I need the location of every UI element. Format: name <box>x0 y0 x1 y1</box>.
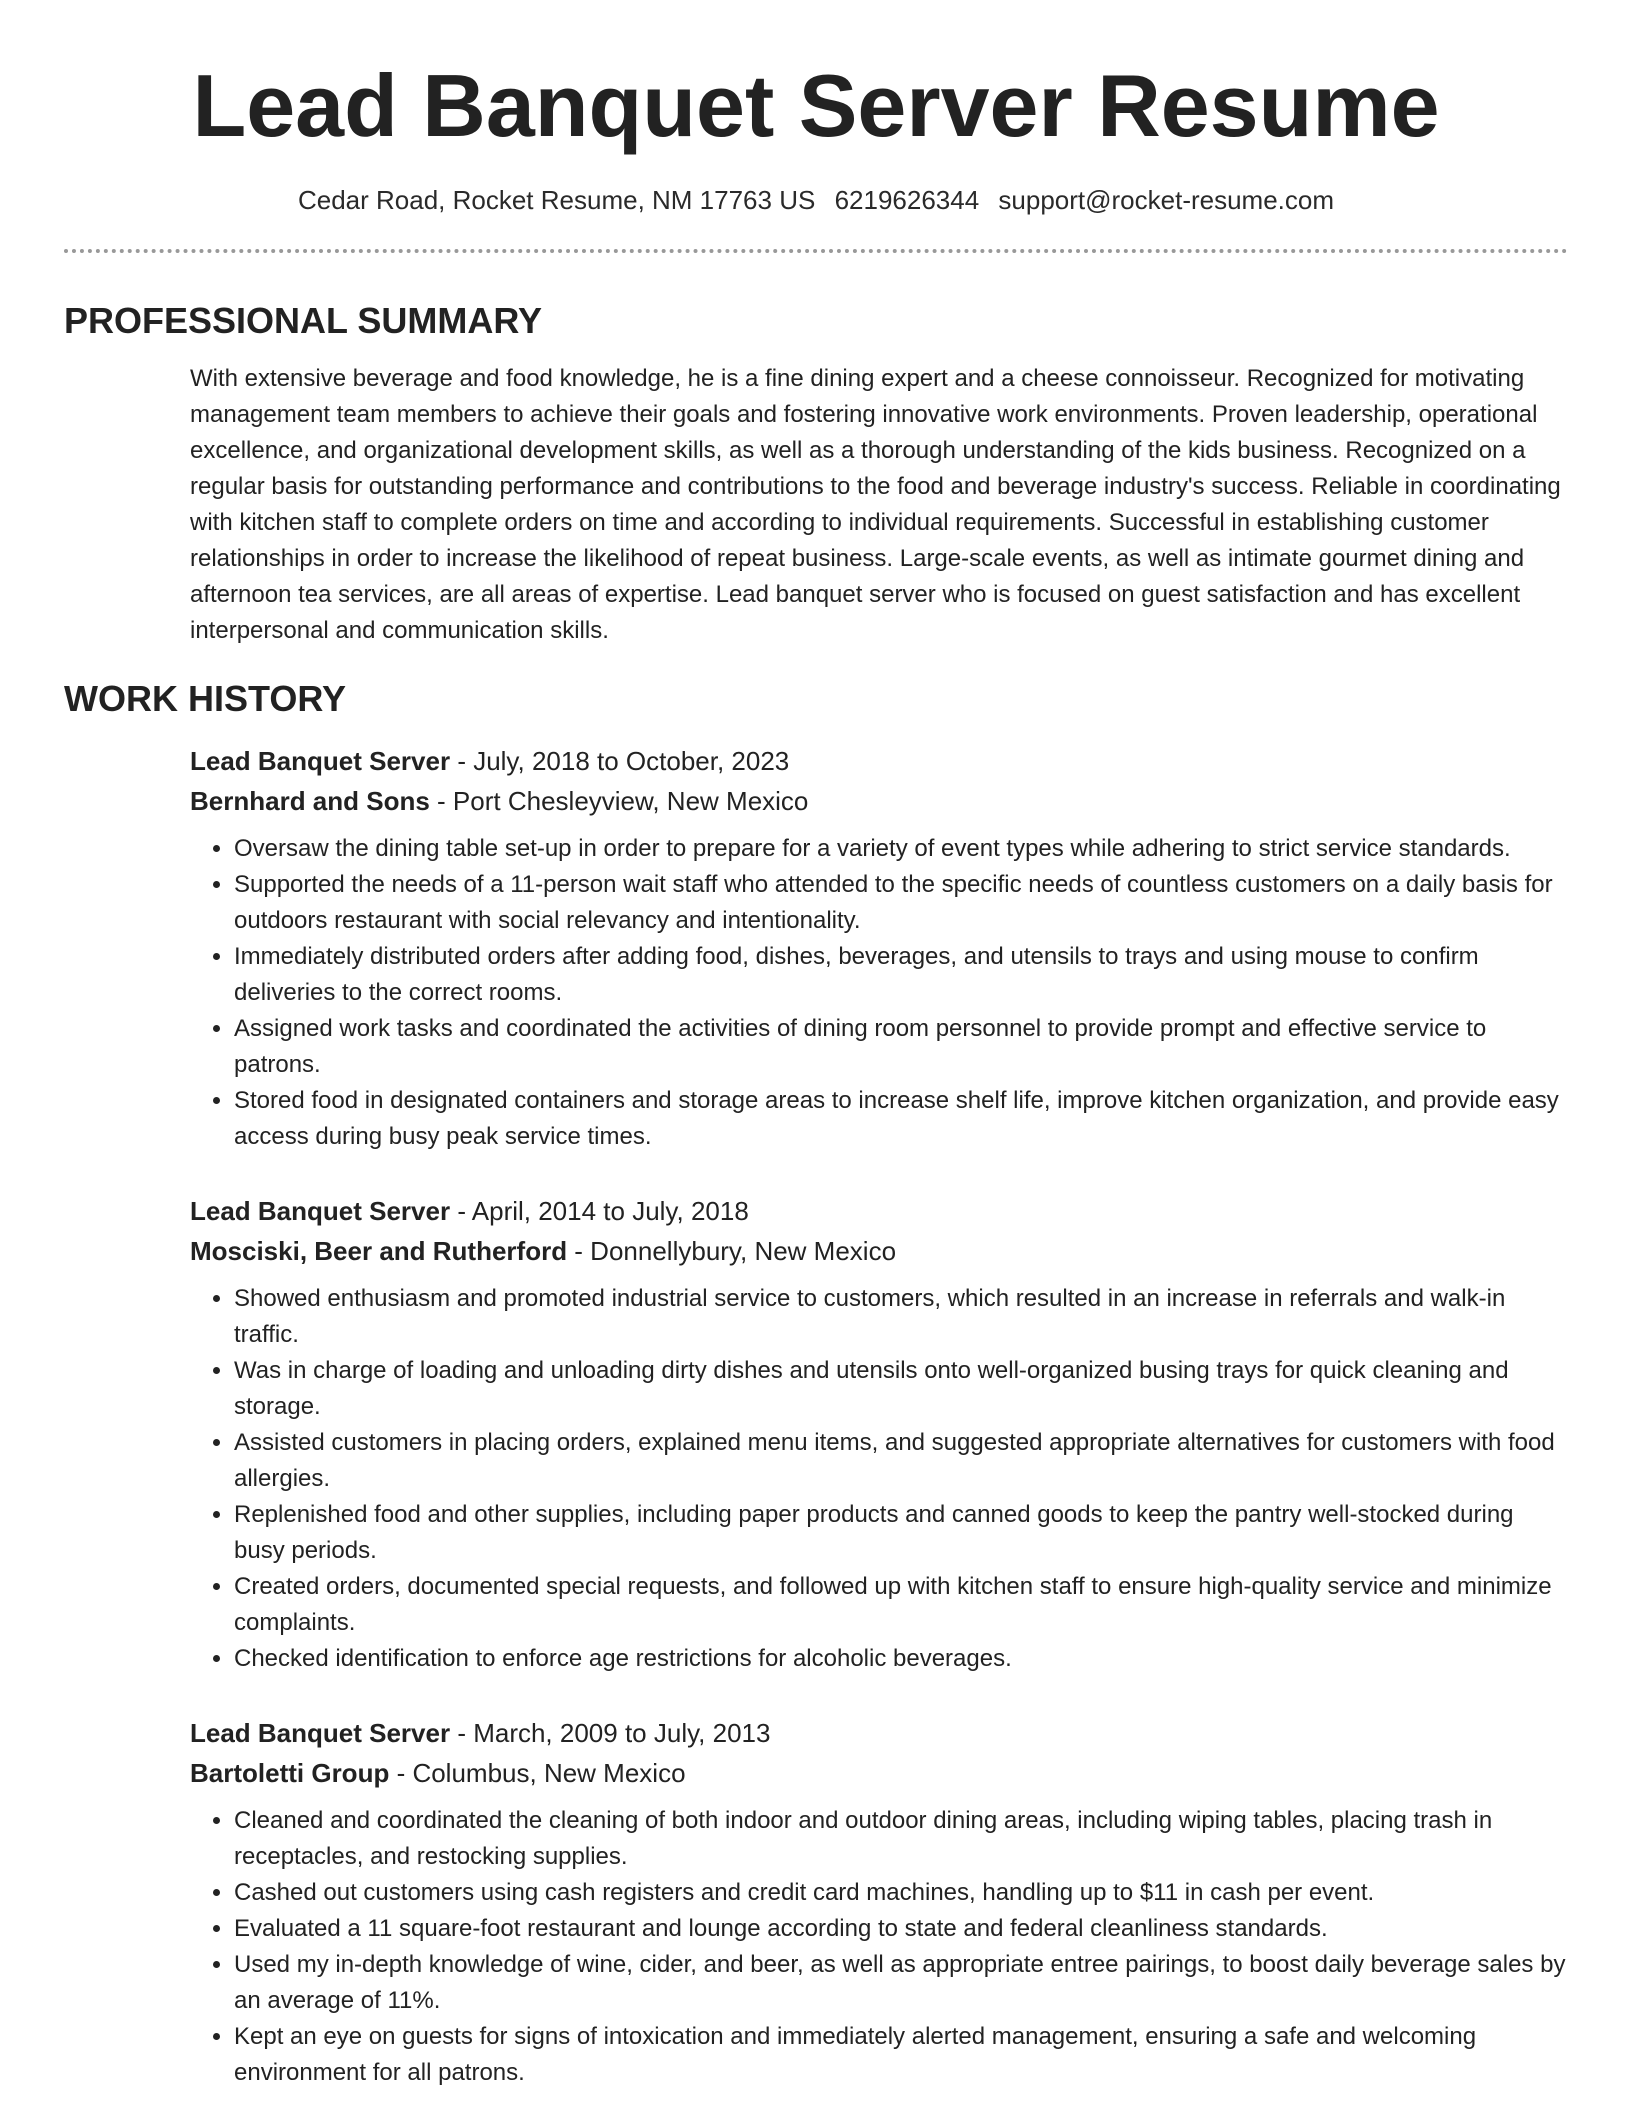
job-dates: - July, 2018 to October, 2023 <box>450 746 790 776</box>
job-title-line <box>190 1713 1568 1753</box>
job-dates: - March, 2009 to July, 2013 <box>450 1718 771 1748</box>
job-entry <box>190 741 1568 1155</box>
job-entry <box>190 1191 1568 1677</box>
job-company: Bartoletti Group <box>190 1758 390 1788</box>
summary-section <box>64 361 1568 649</box>
duty-list <box>190 1803 1568 2091</box>
contact-email: support@rocket-resume.com <box>998 185 1335 215</box>
duty-item: • Cleaned and coordinated the cleaning of both indoor and outdoor dining areas, including wiping tables, placing trash in receptacles, and restocking supplies. <box>234 1803 1568 1875</box>
duty-item: • Replenished food and other supplies, including paper products and canned goods to keep the pantry well-stocked during busy periods. <box>234 1497 1568 1569</box>
job-title-line <box>190 741 1568 781</box>
summary-heading: PROFESSIONAL SUMMARY <box>64 300 543 341</box>
contact-address: Cedar Road, Rocket Resume, NM 17763 US <box>297 185 816 215</box>
duty-item: • Was in charge of loading and unloading dirty dishes and utensils onto well-organized busing trays for quick cleaning and storage. <box>234 1353 1568 1425</box>
summary-text: With extensive beverage and food knowledge, he is a fine dining expert and a cheese connoisseur. Recognized for motivating management team members to achieve their goals and fostering innovative work environments. Proven leadership, operational excellence, and organizational development skills, as well as a thorough understanding of the kids business. Recognized on a regular basis for outstanding performance and contributions to the food and beverage industry's success. Reliable in coordinating with kitchen staff to complete orders on time and according to individual requirements. Successful in establishing customer relationships in order to increase the likelihood of repeat business. Large-scale events, as well as intimate gourmet dining and afternoon tea services, are all areas of expertise. Lead banquet server who is focused on guest satisfaction and has excellent interpersonal and communication skills. <box>190 365 1561 644</box>
duty-item: • Showed enthusiasm and promoted industrial service to customers, which resulted in an increase in referrals and walk-in traffic. <box>234 1281 1568 1353</box>
duty-item: • Oversaw the dining table set-up in order to prepare for a variety of event types while adhering to strict service standards. <box>234 831 1568 867</box>
duty-item: • Stored food in designated containers and storage areas to increase shelf life, improve kitchen organization, and provide easy access during busy peak service times. <box>234 1083 1568 1155</box>
duty-list <box>190 1281 1568 1677</box>
duty-item: • Checked identification to enforce age restrictions for alcoholic beverages. <box>234 1641 1568 1677</box>
work-history-section <box>64 741 1568 2091</box>
job-entry <box>190 1713 1568 2091</box>
job-company-line <box>190 781 1568 821</box>
duty-item: • Assigned work tasks and coordinated the activities of dining room personnel to provide prompt and effective service to patrons. <box>234 1011 1568 1083</box>
duty-item: • Used my in-depth knowledge of wine, cider, and beer, as well as appropriate entree pairings, to boost daily beverage sales by an average of 11%. <box>234 1947 1568 2019</box>
job-location: - Port Chesleyview, New Mexico <box>429 786 809 816</box>
job-dates: - April, 2014 to July, 2018 <box>450 1196 749 1226</box>
duty-item: • Cashed out customers using cash registers and credit card machines, handling up to $11 in cash per event. <box>234 1875 1568 1911</box>
duty-item: • Kept an eye on guests for signs of intoxication and immediately alerted management, ensuring a safe and welcoming environment for all patrons. <box>234 2019 1568 2091</box>
duty-item: • Assisted customers in placing orders, explained menu items, and suggested appropriate alternatives for customers with food allergies. <box>234 1425 1568 1497</box>
job-title: Lead Banquet Server <box>190 1196 451 1226</box>
duty-item: • Supported the needs of a 11-person wait staff who attended to the specific needs of countless customers on a daily basis for outdoors restaurant with social relevancy and intentionality. <box>234 867 1568 939</box>
duty-item: • Evaluated a 11 square-foot restaurant and lounge according to state and federal cleanliness standards. <box>234 1911 1568 1947</box>
work-history-heading: WORK HISTORY <box>64 678 347 719</box>
resume-title: Lead Banquet Server Resume <box>192 56 1440 155</box>
contact-line <box>64 184 1568 216</box>
duty-list <box>190 831 1568 1155</box>
job-title: Lead Banquet Server <box>190 1718 451 1748</box>
job-company: Bernhard and Sons <box>190 786 430 816</box>
job-location: - Donnellybury, New Mexico <box>567 1236 897 1266</box>
job-company: Mosciski, Beer and Rutherford <box>190 1236 568 1266</box>
duty-item: • Created orders, documented special requests, and followed up with kitchen staff to ensure high-quality service and minimize complaints. <box>234 1569 1568 1641</box>
job-location: - Columbus, New Mexico <box>389 1758 686 1788</box>
resume-header <box>64 0 1568 216</box>
job-company-line <box>190 1753 1568 1793</box>
job-title: Lead Banquet Server <box>190 746 451 776</box>
duty-item: • Immediately distributed orders after adding food, dishes, beverages, and utensils to trays and using mouse to confirm deliveries to the correct rooms. <box>234 939 1568 1011</box>
job-company-line <box>190 1231 1568 1271</box>
job-title-line <box>190 1191 1568 1231</box>
header-divider <box>64 249 1568 253</box>
contact-phone: 6219626344 <box>834 185 980 215</box>
